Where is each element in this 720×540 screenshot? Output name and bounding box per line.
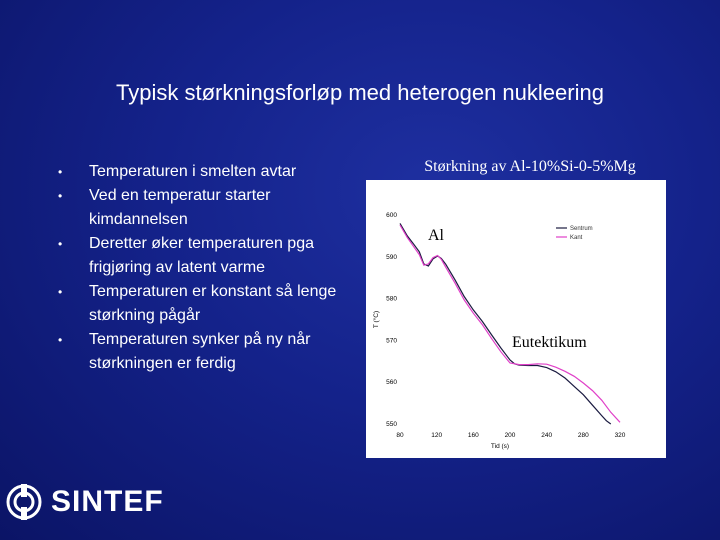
bullet-dot: • [58, 165, 63, 179]
y-tick-label: 580 [386, 295, 397, 303]
series-line-kant [400, 225, 620, 422]
y-tick-label: 560 [386, 379, 397, 387]
list-item [58, 328, 358, 376]
list-item [58, 160, 358, 184]
x-tick-label: 200 [504, 432, 516, 439]
x-tick-label: 80 [396, 432, 404, 439]
list-item [58, 232, 358, 280]
x-tick-label: 240 [541, 432, 553, 439]
y-axis-label: T (°C) [373, 310, 380, 329]
bullet-dot: • [58, 285, 63, 299]
chart-caption: Størkning av Al-10%Si-0-5%Mg [424, 158, 636, 175]
logo-text: SINTEF [51, 485, 164, 518]
list-item [58, 280, 358, 328]
bullet-text: Temperaturen i smelten avtar [89, 163, 297, 180]
bullet-text: Deretter øker temperaturen pga frigjøring av latent varme [89, 235, 314, 276]
x-axis-label: Tid (s) [490, 443, 510, 450]
y-tick-label: 570 [386, 337, 397, 345]
x-tick-label: 280 [577, 432, 589, 439]
slide-title: Typisk størkningsforløp med heterogen nukleering [116, 80, 604, 105]
x-tick-label: 320 [614, 432, 626, 439]
annotation-al: Al [428, 227, 444, 244]
chart-panel [366, 180, 666, 458]
sintef-logo [6, 484, 176, 520]
x-tick-label: 120 [431, 432, 443, 439]
bullet-dot: • [58, 237, 63, 251]
legend-entry: Sentrum [570, 226, 593, 232]
bullet-text: Temperaturen synker på ny når størkningen er ferdig [89, 331, 311, 372]
bullet-dot: • [58, 189, 63, 203]
cooling-curve-chart [366, 180, 666, 458]
annotation-eutectic: Eutektikum [512, 334, 587, 351]
x-tick-label: 160 [467, 432, 479, 439]
list-item [58, 184, 358, 232]
y-tick-label: 590 [386, 253, 397, 261]
bullet-text: Temperaturen er konstant så lenge størkning pågår [89, 283, 337, 324]
bullet-dot: • [58, 333, 63, 347]
y-tick-label: 550 [386, 421, 397, 428]
legend-entry: Kant [570, 235, 583, 241]
bullet-list [58, 160, 358, 376]
sintef-logo-icon [6, 484, 44, 520]
bullet-text: Ved en temperatur starter kimdannelsen [89, 187, 271, 228]
series-line-sentrum [400, 223, 611, 424]
y-tick-label: 600 [386, 212, 397, 219]
